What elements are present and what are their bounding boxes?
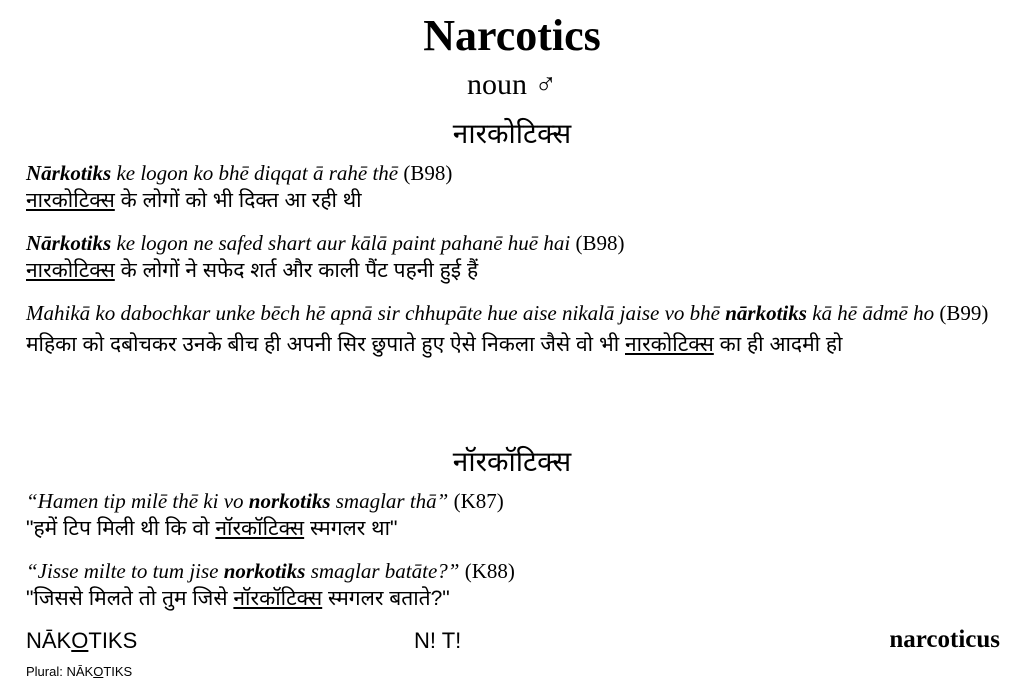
source-ref: (K88) — [464, 559, 515, 583]
gloss-code: N! T! — [414, 628, 462, 653]
etymon: narcoticus — [889, 626, 1000, 653]
romanized-line: Nārkotiks ke logon ko bhē diqqat ā rahē thē (B98) — [26, 161, 453, 185]
devanagari-line: "जिससे मिलते तो तुम जिसे नॉरकॉटिक्स स्मगलर बताते?" — [26, 587, 450, 610]
example-2 — [26, 230, 1012, 286]
romanized-line: “Jisse milte to tum jise norkotiks smaglar batāte?” (K88) — [26, 559, 515, 583]
example-5 — [26, 558, 1012, 614]
example-4 — [26, 488, 1012, 544]
source-ref: (B99) — [939, 301, 989, 325]
pronunciation: NĀKOTIKS — [26, 628, 138, 653]
devanagari-line: "हमें टिप मिली थी कि वो नॉरकॉटिक्स स्मगलर था" — [26, 517, 398, 540]
devanagari-line: नारकोटिक्स के लोगों को भी दिक्त आ रही थी — [26, 189, 362, 212]
source-ref: (K87) — [453, 489, 504, 513]
source-ref: (B98) — [575, 231, 625, 255]
part-of-speech: noun ♂ — [467, 68, 557, 101]
romanized-line: “Hamen tip milē thē ki vo norkotiks smaglar thā” (K87) — [26, 489, 504, 513]
plural-form: Plural: NĀKOTIKS — [26, 664, 133, 679]
source-ref: (B98) — [403, 161, 453, 185]
headword: Narcotics — [423, 11, 601, 60]
devanagari-line: नारकोटिक्स के लोगों ने सफेद शर्त और काली पैंट पहनी हुई हैं — [26, 259, 479, 282]
hindi-spelling-1: नारकोटिक्स — [452, 118, 572, 149]
devanagari-line: महिका को दबोचकर उनके बीच ही अपनी सिर छुपाते हुए ऐसे निकला जैसे वो भी नारकोटिक्स का ही आदमी हो — [26, 333, 843, 356]
romanized-line: Mahikā ko dabochkar unke bēch hē apnā sir chhupāte hue aise nikalā jaise vo bhē nārkotiks kā hē ādmē ho (B99) — [26, 301, 989, 325]
hindi-spelling-2: नॉरकॉटिक्स — [452, 446, 572, 477]
romanized-line: Nārkotiks ke logon ne safed shart aur kālā paint pahanē huē hai (B98) — [26, 231, 625, 255]
example-3 — [26, 300, 1012, 360]
example-1 — [26, 160, 1012, 216]
